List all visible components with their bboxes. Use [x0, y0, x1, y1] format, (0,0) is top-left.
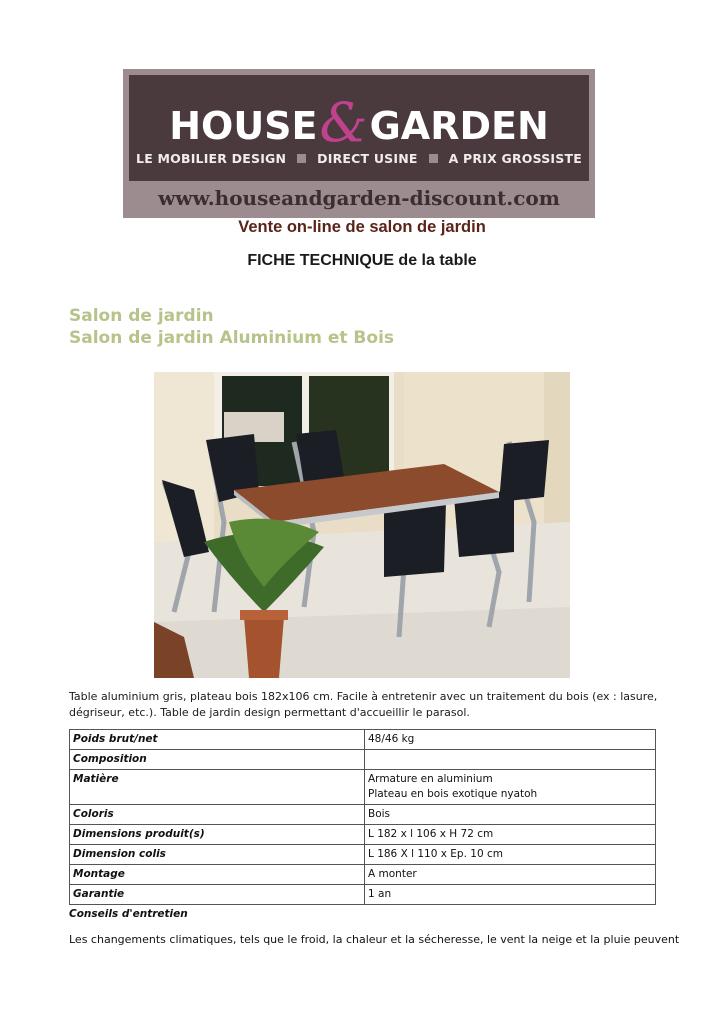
spec-value [365, 750, 656, 770]
spec-value: L 182 x l 106 x H 72 cm [365, 825, 656, 845]
banner-url: www.houseandgarden-discount.com [158, 186, 560, 210]
spec-value: 48/46 kg [365, 730, 656, 750]
brand-banner [123, 69, 595, 218]
page-title [0, 252, 724, 270]
page-subtitle: Vente on-line de salon de jardin [238, 218, 486, 236]
tagline-design: LE MOBILIER DESIGN [136, 151, 287, 166]
spec-value [365, 770, 656, 805]
tagline-prix: A PRIX GROSSISTE [448, 151, 582, 166]
tagline-usine: DIRECT USINE [317, 151, 418, 166]
fiche-strong: FICHE TECHNIQUE [247, 252, 394, 269]
brand-garden: GARDEN [369, 104, 549, 148]
table-row [70, 750, 656, 770]
table-row [70, 730, 656, 750]
spec-value: Bois [365, 805, 656, 825]
spec-table [69, 729, 656, 905]
brand-tagline [129, 151, 589, 166]
spec-key: Montage [70, 865, 365, 885]
brand-ampersand: & [319, 91, 368, 154]
spec-value-line: Armature en aluminium [368, 773, 493, 785]
spec-value-line: Plateau en bois exotique nyatoh [368, 788, 538, 800]
spec-key: Coloris [70, 805, 365, 825]
table-row [70, 770, 656, 805]
spec-key: Dimension colis [70, 845, 365, 865]
section-heading: Salon de jardin [69, 306, 214, 326]
spec-key: Matière [70, 770, 365, 805]
banner-panel [129, 75, 589, 181]
product-heading: Salon de jardin Aluminium et Bois [69, 328, 395, 348]
table-row [70, 865, 656, 885]
conseils-text: Les changements climatiques, tels que le froid, la chaleur et la sécheresse, le vent la neige et la pluie peuvent [69, 933, 680, 946]
spec-value: A monter [365, 865, 656, 885]
table-row [70, 825, 656, 845]
spec-key: Dimensions produit(s) [70, 825, 365, 845]
spec-value: 1 an [365, 885, 656, 905]
brand-logo [129, 91, 589, 154]
product-description: Table aluminium gris, plateau bois 182x106 cm. Facile à entretenir avec un traitement du bois (ex : lasure, dégriseur, etc.). Table de jardin design permettant d'accueillir le parasol. [69, 690, 658, 719]
spec-key: Poids brut/net [70, 730, 365, 750]
square-bullet-icon [297, 154, 306, 163]
spec-value: L 186 X l 110 x Ep. 10 cm [365, 845, 656, 865]
table-row [70, 885, 656, 905]
brand-house: HOUSE [169, 104, 318, 148]
table-row [70, 845, 656, 865]
spec-key: Garantie [70, 885, 365, 905]
square-bullet-icon [429, 154, 438, 163]
table-row [70, 805, 656, 825]
garden-furniture-photo [154, 372, 570, 678]
fiche-rest: de la table [393, 252, 477, 269]
conseils-heading: Conseils d'entretien [69, 908, 188, 920]
spec-key: Composition [70, 750, 365, 770]
